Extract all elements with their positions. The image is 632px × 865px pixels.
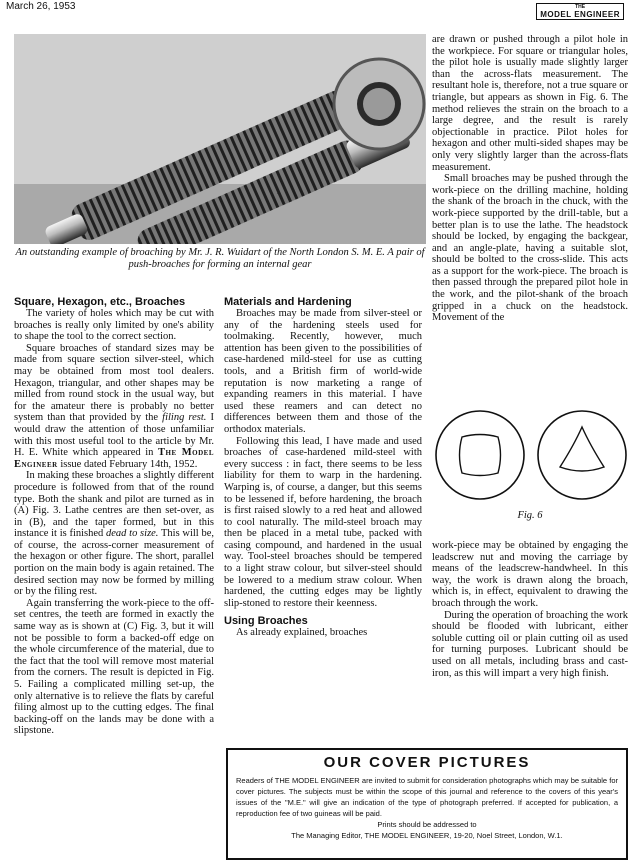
cover-notice-address-intro: Prints should be addressed to <box>377 820 477 829</box>
paragraph: In making these broaches a slightly different procedure is followed from that of the round type. Both the shank and pilot are turned as in (A) Fig. 3. Lathe centres are then set-over, as in (B), and the taper formed, but in this instance it is finished dead to size. This will be, of course, the across-corner measurement of the hexagon or other figure. The short, parallel portion on the main body is again retained. The desired section may now be formed by milling or by the filing rest. <box>14 470 214 598</box>
paragraph: are drawn or pushed through a pilot hole in the workpiece. For square or triangular holes, the pilot hole is usually made slightly larger than the across-flats measurement. The resultant hole is, therefore, not a true square or triangle, but appears as shown in Fig. 6. The method relieves the strain on the broach to a large degree, and the result is rarely objectionable in practice. Pilot holes for hexagon and other multi-sided shapes may be only very slightly larger than the across-flats measurement. <box>432 34 628 173</box>
cover-pictures-notice <box>226 748 628 860</box>
paragraph: work-piece may be obtained by engaging the leadscrew nut and moving the carriage by means of the leadscrew-handwheel. In this way, the work is drawn along the broach, which is, in effect, equivalent to drawing the broach through the work. <box>432 540 628 609</box>
cover-notice-title: OUR COVER PICTURES <box>323 754 531 771</box>
section-heading-using-broaches: Using Broaches <box>224 615 308 628</box>
paragraph: Again transferring the work-piece to the off-set centres, the teeth are formed in exactly the same way as is shown at (C) Fig. 3, but it will not be possible to form a backed-off edge on the whole circumference of the material, due to the fact that the tool will remove most material from the corners. The result is depicted in Fig. 5. Failing a complicated milling set-up, the only alternative is to relieve the flats by careful filing almost up to the cutting edges. The final backing-off on the lands may be done with a slipstone. <box>14 597 214 737</box>
masthead-logo <box>536 3 624 20</box>
article-column-3-continued <box>432 540 628 679</box>
cover-notice-body: Readers of THE MODEL ENGINEER are invited to submit for consideration photographs which may be suitable for cover pictures. The subjects must be within the scope of this journal and reference to the covers of this year's issues of the "M.E." will give an indication of the type of photograph preferred. If accepted for publication, a reproduction fee of two guineas will be paid. <box>236 776 618 818</box>
paragraph: During the operation of broaching the work should be flooded with lubricant, either soluble cutting oil or plain cutting oil as used for turning purposes. Lubricant should be used on all metals, including brass and cast-iron, as this will impart a very high finish. <box>432 609 628 679</box>
paragraph: Small broaches may be pushed through the work-piece on the drilling machine, holding the shank of the broach in the chuck, with the work-piece supported by the drill-table, but a better plan is to use the lathe. The headstock should be locked, by engaging the backgear, and an angle-plate, having a suitable slot, should be bolted to the cross-slide. This acts as a support for the work-piece. The broach is then passed through the prepared pilot hole in the work, and the pilot-shank of the broach gripped in a chuck on the headstock. Movement of the <box>432 173 628 324</box>
article-column-3 <box>432 34 628 324</box>
masthead-title: MODEL ENGINEER <box>540 10 620 19</box>
paragraph: Broaches may be made from silver-steel or any of the hardening steels used for toolmaking. Recently, however, much attention has been given to the possibilities of case-hardened mild-steel for use as cutting tools, and a British firm of world-wide reputation is now marketing a range of expanding reamers in this material. I have used these reamers and can detect no differences between them and those of the orthodox materials. <box>224 308 422 435</box>
section-heading-square-broaches: Square, Hexagon, etc., Broaches <box>14 296 186 308</box>
broach-photo <box>14 34 426 244</box>
paragraph: Following this lead, I have made and used broaches of case-hardened mild-steel with every success : in fact, there seems to be less liability for them to warp in the hardening. Warping is, of course, a danger, but this seems to be lessened if, before hardening, the broach is first raised slowly to a red heat and allowed to cool naturally. The mild-steel broach may then be placed in a metal tube, packed with casing compound, and hardened in the usual way. Tool-steel broaches should be tempered to a light straw colour, but silver-steel should be lowered to a medium straw colour. When hardened, the cutting edges may be lightly slip-stoned to restore their keenness. <box>224 435 422 609</box>
figure-6-caption: Fig. 6 <box>517 510 543 521</box>
masthead-the: THE <box>575 4 586 10</box>
paragraph: As already explained, broaches <box>236 627 368 639</box>
section-heading-materials: Materials and Hardening <box>224 296 352 308</box>
page-date: March 26, 1953 <box>6 1 76 12</box>
article-column-1 <box>14 296 214 737</box>
figure-6 <box>432 405 628 505</box>
article-column-2 <box>224 296 422 639</box>
paragraph: Square broaches of standard sizes may be made from square section silver-steel, which may be obtained from most tool dealers. Hexagon, triangular, and other shapes may be milled from round stock in the usual way, but for the amateur there is probably no better system than that provided by the filing rest. I would draw the attention of those unfamiliar with this most useful tool to the article by Mr. H. E. White which appeared in The Model Engineer issue dated February 14th, 1952. <box>14 342 215 470</box>
photo-caption: An outstanding example of broaching by Mr. J. R. Wuidart of the North London S. M. E. A pair of push-broaches for forming an internal gear <box>15 247 425 270</box>
paragraph: The variety of holes which may be cut with broaches is really only limited by one's ability to shape the tool to the correct section. <box>14 308 214 343</box>
cover-notice-address: The Managing Editor, THE MODEL ENGINEER, 19-20, Noel Street, London, W.1. <box>291 831 563 840</box>
broach-photo-illustration <box>14 34 426 244</box>
figure-6-drawing <box>432 405 628 505</box>
